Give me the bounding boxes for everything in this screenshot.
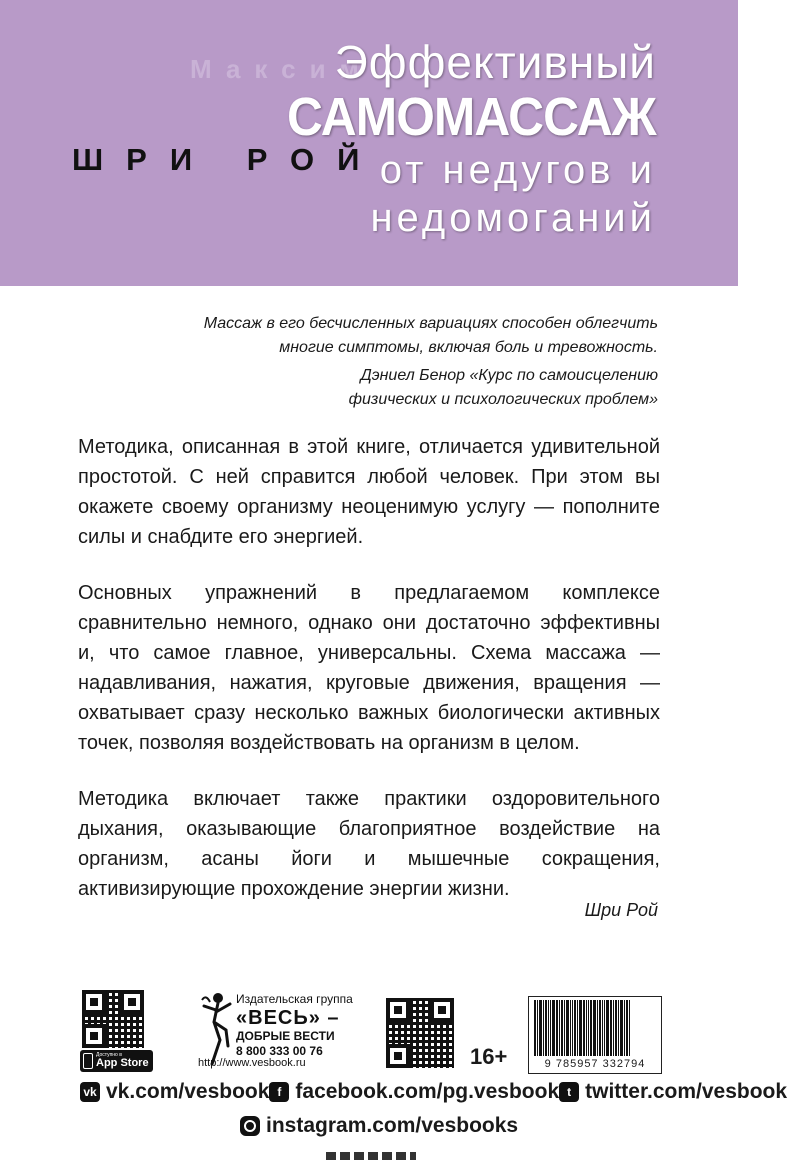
cover-header	[0, 0, 738, 286]
epigraph	[204, 312, 658, 412]
publisher-sub: ДОБРЫЕ ВЕСТИ	[236, 1029, 335, 1043]
instagram-link[interactable]	[240, 1114, 518, 1138]
publisher-website[interactable]: http://www.vesbook.ru	[198, 1057, 306, 1069]
vk-label: vk.com/vesbook	[106, 1080, 270, 1103]
phone-icon	[83, 1053, 93, 1069]
facebook-icon: f	[269, 1082, 289, 1102]
epigraph-source-line-1: Дэниел Бенор «Курс по самоисцелению	[360, 367, 658, 384]
cropped-bottom-text	[326, 1152, 416, 1160]
publisher-phone: 8 800 333 00 76	[236, 1044, 323, 1058]
instagram-icon	[240, 1116, 260, 1136]
ghost-author-text: Максим	[190, 54, 373, 84]
qr-code-site[interactable]	[386, 998, 454, 1068]
epigraph-source-line-2: физических и психологических проблем»	[348, 391, 658, 408]
publisher-info	[198, 992, 353, 1069]
age-rating: 16+	[470, 1044, 508, 1069]
vk-link[interactable]	[80, 1080, 269, 1104]
epigraph-quote-line-1: Массаж в его бесчисленных вариациях способен облегчить	[203, 315, 658, 332]
publisher-group: Издательская группа	[236, 992, 353, 1006]
twitter-link[interactable]	[559, 1080, 787, 1104]
app-store-badge[interactable]	[80, 1050, 153, 1072]
title-line-3: от недугов и	[379, 148, 656, 192]
instagram-label: instagram.com/vesbooks	[266, 1114, 519, 1137]
app-store-small-label: Доступно в	[96, 1052, 122, 1058]
title-line-2: САМОМАССАЖ	[287, 87, 656, 147]
social-links	[80, 1080, 787, 1104]
twitter-icon: t	[559, 1082, 579, 1102]
app-store-label: App Store	[96, 1057, 149, 1069]
description-paragraph-3: Методика включает также практики оздоровительного дыхания, оказывающие благоприятное воздействие на организм, асаны йоги и мышечные сокращения, активизирующие прохождение энергии жизни.	[78, 788, 660, 900]
book-title	[255, 36, 656, 242]
barcode	[534, 1000, 656, 1056]
description-paragraph-2: Основных упражнений в предлагаемом комплексе сравнительно немного, однако они достаточно эффективны и, что самое главное, универсальны. Схема массажа — надавливания, нажатия, круговые движения, вращения — охватывает сразу несколько важных биологически активных точек, позволяя воздействовать на организм в целом.	[78, 582, 660, 754]
author-signature: Шри Рой	[584, 900, 658, 920]
facebook-label: facebook.com/pg.vesbook	[295, 1080, 560, 1103]
twitter-label: twitter.com/vesbook	[585, 1080, 787, 1103]
facebook-link[interactable]	[269, 1080, 559, 1104]
title-line-4: недомоганий	[370, 196, 656, 240]
description-paragraph-1: Методика, описанная в этой книге, отличается удивительной простотой. С ней справится любой человек. При этом вы окажете своему организму неоценимую услугу — пополните силы и снабдите его энергией.	[78, 436, 660, 548]
vk-icon: vk	[80, 1082, 100, 1102]
publisher-name: «ВЕСЬ» –	[236, 1007, 340, 1029]
isbn-digits: 9 785957 332794	[544, 1058, 646, 1070]
qr-code-app[interactable]	[82, 990, 144, 1048]
book-author: ШРИ РОЙ	[72, 142, 383, 177]
epigraph-quote-line-2: многие симптомы, включая боль и тревожность.	[279, 339, 658, 356]
title-line-1: Эффективный	[334, 36, 656, 88]
